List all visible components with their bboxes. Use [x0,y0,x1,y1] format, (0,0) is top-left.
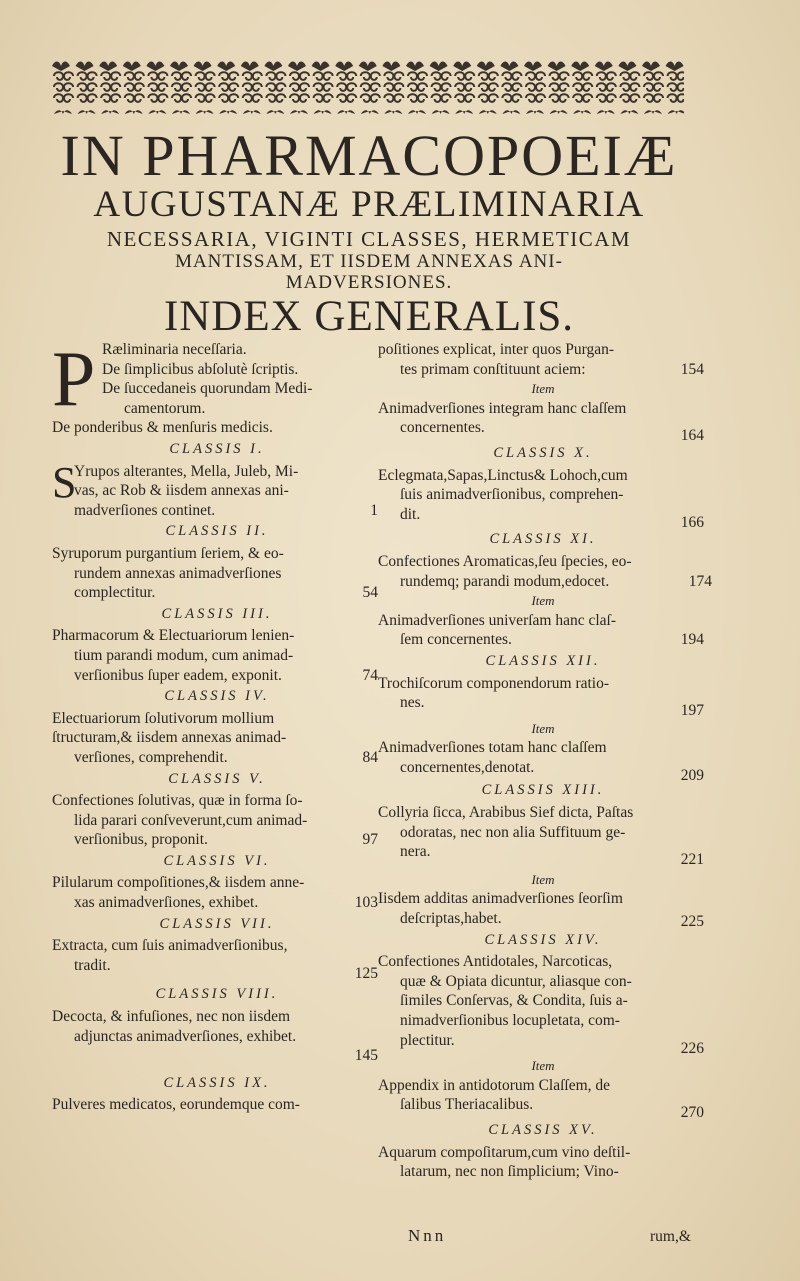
scroll-ornament [125,83,144,91]
scroll-ornament [266,94,285,102]
fleuron-ornament [500,62,518,72]
scroll-ornament [479,94,498,102]
title-line-1: IN PHARMACOPOEIÆ [60,123,678,188]
classis-heading: CLASSIS VII. [159,915,275,932]
page-number: 84 [362,748,378,766]
entry-line: plectitur. [400,1031,455,1049]
scroll-ornament [573,72,592,80]
fleuron-ornament [266,110,284,114]
classis-heading: CLASSIS XII. [485,652,601,669]
scroll-ornament [290,72,309,80]
scroll-ornament [172,94,191,102]
fleuron-ornament [219,110,237,114]
entry-line: Confectiones Aromaticas,ſeu ſpecies, eo- [378,552,632,570]
fleuron-ornament [666,62,684,72]
fleuron-ornament [453,62,471,72]
entry-line: Iisdem additas animadverſiones ſeorſim [378,890,623,908]
scroll-ornament [644,83,663,91]
scroll-ornament [550,83,569,91]
entry-line: Trochiſcorum componendorum ratio- [378,674,610,692]
item-heading: Item [531,871,555,887]
fleuron-ornament [148,110,166,114]
scroll-ornament [620,94,639,102]
fleuron-ornament [408,110,426,114]
fleuron-ornament [432,110,450,114]
entry-line: Yrupos alterantes, Mella, Juleb, Mi- [74,462,299,480]
fleuron-ornament [361,110,379,114]
fleuron-ornament [502,110,520,114]
fleuron-ornament [146,62,164,72]
scroll-ornament [597,94,616,102]
fleuron-ornament [548,62,566,72]
entry-line: nes. [400,694,425,712]
entry-line: quæ & Opiata dicuntur, aliasque con- [400,972,632,990]
entry-line: ſuis animadverſionibus, comprehen- [400,486,624,504]
scroll-ornament [243,72,262,80]
entry-line: tes primam conſtituunt aciem: [400,360,586,378]
entry-line: Eclegmata,Sapas,Linctus& Lohoch,cum [378,466,628,484]
title-line-2: AUGUSTANÆ PRÆLIMINARIA [93,184,645,225]
entry-line: verſiones, comprehendit. [74,748,228,766]
entry-line: deſcriptas,habet. [400,910,502,928]
classis-heading: CLASSIS V. [168,770,266,787]
entry-line: Animadverſiones totam hanc claſſem [378,739,607,757]
scroll-ornament [502,83,521,91]
page-number: 74 [362,666,378,684]
fleuron-ornament [597,110,615,114]
fleuron-ornament [430,62,448,72]
scroll-ornament [502,72,521,80]
scroll-ornament [172,83,191,91]
page-number: 225 [680,913,704,931]
fleuron-ornament [217,62,235,72]
scroll-ornament [668,94,684,102]
title-line-4: MANTISSAM, ET IISDEM ANNEXAS ANI- [175,251,563,272]
scroll-ornament [337,94,356,102]
fleuron-ornament [359,62,377,72]
classis-heading: CLASSIS III. [161,605,273,622]
fleuron-ornament [78,110,96,114]
classis-heading: CLASSIS X. [493,444,593,461]
fleuron-ornament [618,62,636,72]
scroll-ornament [266,72,285,80]
scroll-ornament [550,72,569,80]
fleuron-ornament [644,110,662,114]
signature-mark: Nnn [408,1226,447,1245]
entry-line: xas animadverſiones, exhibet. [74,894,259,912]
intro-line: De ſuccedaneis quorundam Medi- [102,380,313,398]
scroll-ornament [78,83,97,91]
page-number: 164 [680,427,704,445]
scroll-ornament [314,83,333,91]
scroll-ornament [455,83,474,91]
scroll-ornament [54,94,73,102]
entry-line: complectitur. [74,584,156,602]
fleuron-ornament [384,110,402,114]
classis-heading: CLASSIS XI. [489,531,597,548]
page-number: 194 [680,631,704,649]
entry-line: Animadverſiones integram hanc claſſem [378,399,627,417]
page-number: 154 [680,360,704,378]
scroll-ornament [620,83,639,91]
scroll-ornament [432,94,451,102]
scroll-ornament [361,94,380,102]
entry-line: nimadverſionibus locupletata, com- [400,1012,620,1029]
scroll-ornament [573,83,592,91]
scroll-ornament [408,83,427,91]
page-number: 145 [354,1047,378,1065]
entry-line: dit. [400,505,421,523]
page-number: 221 [680,851,704,869]
entry-line: Confectiones ſolutivas, quæ in forma ſo- [52,792,303,810]
scroll-ornament [526,72,545,80]
fleuron-ornament [290,110,308,114]
fleuron-ornament [312,62,330,72]
page-number: 54 [362,584,378,602]
scroll-ornament [219,72,238,80]
scroll-ornament [455,72,474,80]
classis-heading: CLASSIS VIII. [155,986,279,1003]
entry-line: poſitiones explicat, inter quos Purgan- [378,341,615,358]
fleuron-ornament [550,110,568,114]
page-number: 197 [680,702,704,720]
classis-heading: CLASSIS IX. [163,1074,271,1091]
scroll-ornament [668,72,684,80]
catchword: rum,& [650,1228,691,1245]
scroll-ornament [526,83,545,91]
fleuron-ornament [382,62,400,72]
page-number: 209 [680,766,704,784]
item-heading: Item [531,720,555,736]
entry-line: ſem concernentes. [400,631,512,649]
classis-heading: CLASSIS VI. [163,852,271,869]
scroll-ornament [219,83,238,91]
scroll-ornament [101,83,120,91]
drop-cap-p: P [52,335,96,422]
scroll-ornament [337,83,356,91]
entry-line: rundemq; parandi modum,edocet. [400,572,610,590]
scroll-ornament [196,94,215,102]
entry-line: Electuariorum ſolutivorum mollium [52,709,275,727]
scroll-ornament [101,94,120,102]
entry-line: vas, ac Rob & iisdem annexas ani- [74,482,289,500]
item-heading: Item [531,1058,555,1074]
page-number: 103 [354,894,378,912]
classis-heading: CLASSIS I. [169,441,265,457]
classis-heading: CLASSIS XV. [488,1121,598,1138]
entry-line: tradit. [74,956,111,974]
entry-line: lida parari conſveverunt,cum animad- [74,811,308,829]
fleuron-ornament [172,110,190,114]
entry-line: Appendix in antidotorum Claſſem, de [378,1076,611,1094]
entry-line: odoratas, nec non alia Suffituum ge- [400,823,626,841]
entry-line: Decocta, & infuſiones, nec non iisdem [52,1008,291,1026]
entry-line: Confectiones Antidotales, Narcoticas, [378,953,613,971]
scroll-ornament [597,72,616,80]
classis-heading: CLASSIS II. [165,523,269,540]
fleuron-ornament [264,62,282,72]
scroll-ornament [432,83,451,91]
entry-line: Animadverſiones univerſam hanc claſ- [378,611,617,629]
scroll-ornament [290,94,309,102]
scroll-ornament [408,94,427,102]
fleuron-ornament [642,62,660,72]
intro-line: Ræliminaria neceſſaria. [102,341,247,358]
entry-line: Syruporum purgantium ſeriem, & eo- [52,544,284,562]
scroll-ornament [54,83,73,91]
fleuron-ornament [524,62,542,72]
scroll-ornament [243,83,262,91]
scroll-ornament [597,83,616,91]
right-column [378,340,712,1182]
fleuron-ornament [455,110,473,114]
fleuron-ornament [99,62,117,72]
scroll-ornament [196,83,215,91]
scroll-ornament [384,94,403,102]
fleuron-ornament [620,110,638,114]
classis-heading: CLASSIS IV. [164,688,270,705]
fleuron-ornament [101,110,119,114]
fleuron-ornament [337,110,355,114]
intro-line: De ſimplicibus abſolutè ſcriptis. [102,360,299,378]
fleuron-ornament [314,110,332,114]
scroll-ornament [290,83,309,91]
scroll-ornament [668,83,684,91]
scroll-ornament [314,72,333,80]
scroll-ornament [479,72,498,80]
fleuron-ornament [243,110,261,114]
fleuron-ornament [668,110,684,114]
entry-line: Pulveres medicatos, eorundemque com- [52,1096,300,1114]
scroll-ornament [266,83,285,91]
scroll-ornament [384,72,403,80]
scroll-ornament [644,94,663,102]
scroll-ornament [101,72,120,80]
scroll-ornament [125,72,144,80]
entry-line: concernentes. [400,419,485,437]
fleuron-ornament [479,110,497,114]
title-line-3: NECESSARIA, VIGINTI CLASSES, HERMETICAM [106,227,632,251]
scroll-ornament [384,83,403,91]
scroll-ornament [148,72,167,80]
printers-ornament-band [44,58,684,118]
page-number: 1 [370,501,378,519]
scroll-ornament [196,72,215,80]
entry-line: adjunctas animadverſiones, exhibet. [74,1027,297,1045]
scroll-ornament [361,83,380,91]
entry-line: ſtructuram,& iisdem annexas animad- [52,729,287,747]
page-number: 226 [680,1039,704,1057]
scroll-ornament [148,83,167,91]
scroll-ornament [620,72,639,80]
entry-line: verſionibus, proponit. [74,831,208,849]
scroll-ornament [314,94,333,102]
classis-heading: CLASSIS XIV. [484,931,602,948]
intro-line: camentorum. [124,399,206,417]
intro-block [52,335,382,438]
scroll-ornament [644,72,663,80]
fleuron-ornament [125,110,143,114]
entry-line: concernentes,denotat. [400,758,535,776]
entry-line: Pharmacorum & Electuariorum lenien- [52,627,295,645]
entry-line: Aquarum compoſitarum,cum vino deſtil- [378,1143,631,1161]
scroll-ornament [408,72,427,80]
fleuron-ornament [54,110,72,114]
fleuron-ornament [288,62,306,72]
fleuron-ornament [573,110,591,114]
fleuron-ornament [571,62,589,72]
fleuron-ornament [194,62,212,72]
fleuron-ornament [123,62,141,72]
index-title: INDEX GENERALIS. [163,293,575,340]
scroll-ornament [361,72,380,80]
scroll-ornament [502,94,521,102]
page-number: 97 [362,831,378,849]
fleuron-ornament [477,62,495,72]
entry-line: Collyria ſicca, Arabibus Sief dicta, Paſtas [378,804,634,822]
classis-heading: CLASSIS XIII. [481,782,605,799]
fleuron-ornament [335,62,353,72]
entry-line: ſimiles Conſervas, & Condita, ſuis a- [400,992,628,1010]
classis-entry [52,457,382,521]
scroll-ornament [455,94,474,102]
fleuron-ornament [196,110,214,114]
title-line-5: MADVERSIONES. [285,272,453,293]
scroll-ornament [219,94,238,102]
scroll-ornament [54,72,73,80]
scroll-ornament [172,72,191,80]
item-heading: Item [531,593,555,609]
scroll-ornament [526,94,545,102]
entry-line: Pilularum compoſitiones,& iisdem anne- [52,874,305,892]
fleuron-ornament [406,62,424,72]
drop-cap-s: S [52,457,77,507]
scroll-ornament [337,72,356,80]
scroll-ornament [243,94,262,102]
page-number: 125 [354,964,378,982]
fleuron-ornament [76,62,94,72]
scroll-ornament [550,94,569,102]
fleuron-ornament [52,62,70,72]
fleuron-ornament [241,62,259,72]
scroll-ornament [573,94,592,102]
intro-line: De ponderibus & menſuris medicis. [52,419,273,436]
scroll-ornament [78,94,97,102]
entry-line: nera. [400,843,431,861]
entry-line: rundem annexas animadverſiones [74,564,282,582]
page-number: 166 [680,513,704,531]
fleuron-ornament [526,110,544,114]
page-number: 270 [680,1104,704,1122]
scroll-ornament [432,72,451,80]
fleuron-ornament [170,62,188,72]
scroll-ornament [479,83,498,91]
entry-line: ſalibus Theriacalibus. [400,1096,534,1114]
entry-line: tium parandi modum, cum animad- [74,646,294,664]
scroll-ornament [148,94,167,102]
scroll-ornament [78,72,97,80]
item-heading: Item [531,381,555,397]
fleuron-ornament [595,62,613,72]
entry-line: latarum, nec non ſimplicium; Vino- [400,1163,619,1181]
page-number: 174 [688,572,712,590]
entry-line: madverſiones continet. [74,501,216,519]
left-column [52,335,382,1115]
scroll-ornament [125,94,144,102]
entry-line: Extracta, cum ſuis animadverſionibus, [52,937,288,955]
entry-line: verſionibus ſuper eadem, exponit. [74,666,282,684]
